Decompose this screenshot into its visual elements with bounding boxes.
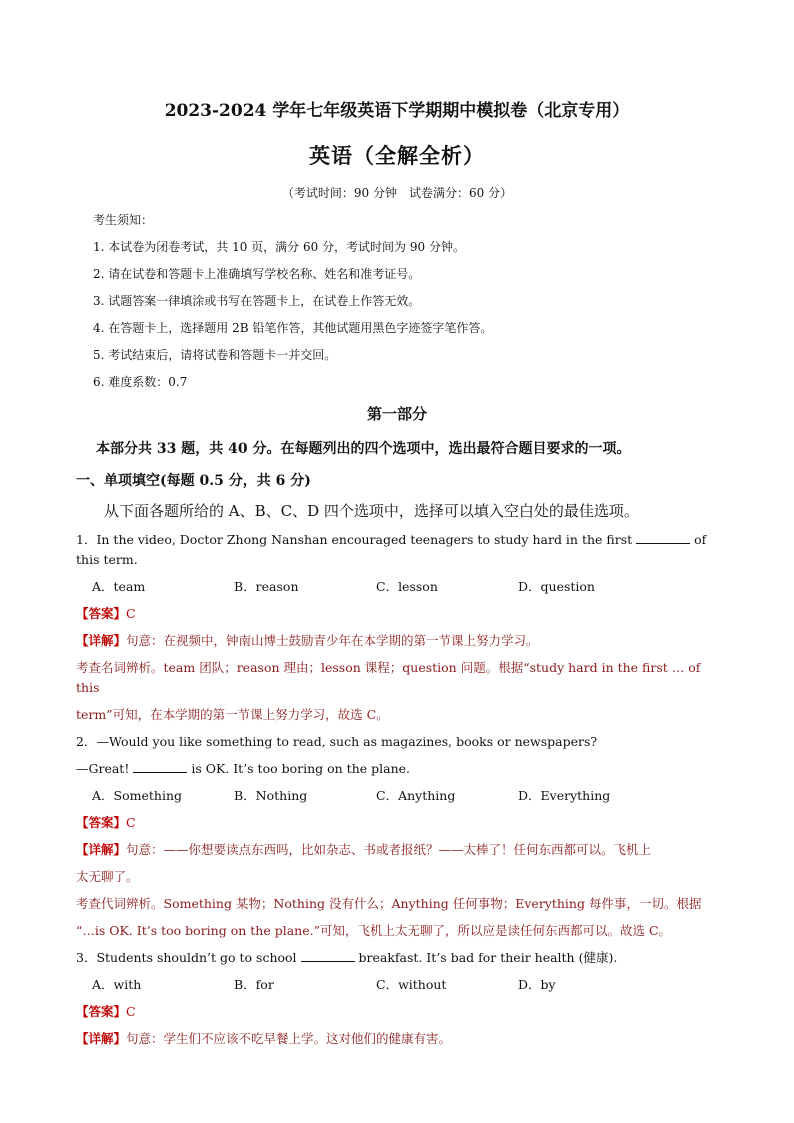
option-b: B．reason <box>234 579 299 594</box>
notice-item: 2. 请在试卷和答题卡上准确填写学校名称、姓名和准考证号。 <box>93 267 421 281</box>
option-b: B．Nothing <box>234 788 308 803</box>
analysis-text: “…is OK. It’s too boring on the plane.”可知，飞机上太无聊了，所以应是读任何东西都可以。故选 C。 <box>76 923 672 938</box>
answer-blank <box>133 760 187 773</box>
answer-blank <box>636 531 690 544</box>
detail-label: 【详解】 <box>76 842 127 857</box>
question-list <box>76 530 721 1049</box>
detail-label: 【详解】 <box>76 1031 127 1046</box>
notice-item: 6. 难度系数：0.7 <box>93 375 188 389</box>
analysis-text: term”可知，在本学期的第一节课上努力学习，故选 C。 <box>76 707 389 722</box>
option-a: A．Something <box>92 788 182 803</box>
detail-text: 句意：在视频中，钟南山博士鼓励青少年在本学期的第一节课上努力学习。 <box>126 633 539 648</box>
analysis-text: 考查代词辨析。Something 某物；Nothing 没有什么；Anything 任何事物；Everything 每件事，一切。根据 <box>76 896 702 911</box>
answer-label: 【答案】 <box>76 606 127 621</box>
option-c: C．without <box>376 977 447 992</box>
document-subtitle: 英语（全解全析） <box>309 143 485 168</box>
question-options <box>76 577 721 597</box>
option-c: C．lesson <box>376 579 438 594</box>
answer-label: 【答案】 <box>76 1004 127 1019</box>
question-stem: 1．In the video, Doctor Zhong Nanshan encouraged teenagers to study hard in the first of this term. <box>76 532 707 567</box>
section-intro: 本部分共 33 题，共 40 分。在每题列出的四个选项中，选出最符合题目要求的一项。 <box>96 441 631 457</box>
question-stem: 3．Students shouldn’t go to school breakfast. It’s bad for their health (健康). <box>76 950 618 965</box>
exam-info: （考试时间：90 分钟 试卷满分：60 分） <box>281 186 513 200</box>
question-options <box>76 975 721 995</box>
exam-notice <box>93 210 713 399</box>
option-b: B．for <box>234 977 274 992</box>
detail-text: 句意：——你想要读点东西吗，比如杂志、书或者报纸？——太棒了！任何东西都可以。飞机上 <box>126 842 652 857</box>
question-stem-line2: —Great! is OK. It’s too boring on the plane. <box>76 761 410 776</box>
answer-blank <box>301 949 355 962</box>
answer-label: 【答案】 <box>76 815 127 830</box>
question-options <box>76 786 721 806</box>
detail-label: 【详解】 <box>76 633 127 648</box>
detail-line <box>76 631 721 651</box>
detail-line <box>76 840 721 860</box>
analysis-text: 考查名词辨析。team 团队；reason 理由；lesson 课程；question 问题。根据“study hard in the first … of this <box>76 660 701 695</box>
answer-value: C <box>126 1004 136 1019</box>
answer-line <box>76 1002 721 1022</box>
option-c: C．Anything <box>376 788 456 803</box>
detail-text-cont: 太无聊了。 <box>76 869 139 884</box>
detail-line <box>76 1029 721 1049</box>
notice-heading: 考生须知： <box>93 213 154 227</box>
notice-item: 4. 在答题卡上，选择题用 2B 铅笔作答，其他试题用黑色字迹签字笔作答。 <box>93 321 493 335</box>
option-d: D．Everything <box>518 788 611 803</box>
notice-item: 1. 本试卷为闭卷考试，共 10 页，满分 60 分，考试时间为 90 分钟。 <box>93 240 465 254</box>
option-a: A．team <box>92 579 146 594</box>
question-stem: 2．—Would you like something to read, such as magazines, books or newspapers? <box>76 734 598 749</box>
section-title: 第一部分 <box>366 405 427 423</box>
notice-item: 5. 考试结束后，请将试卷和答题卡一并交回。 <box>93 348 337 362</box>
option-a: A．with <box>92 977 142 992</box>
answer-line <box>76 813 721 833</box>
answer-value: C <box>126 606 136 621</box>
document-title: 2023-2024 学年七年级英语下学期期中模拟卷（北京专用） <box>164 101 630 121</box>
answer-value: C <box>126 815 136 830</box>
option-d: D．by <box>518 977 556 992</box>
detail-text: 句意：学生们不应该不吃早餐上学。这对他们的健康有害。 <box>126 1031 452 1046</box>
answer-line <box>76 604 721 624</box>
option-d: D．question <box>518 579 595 594</box>
notice-item: 3. 试题答案一律填涂或书写在答题卡上，在试卷上作答无效。 <box>93 294 421 308</box>
part-heading: 一、单项填空(每题 0.5 分，共 6 分) <box>76 473 311 489</box>
part-instruction: 从下面各题所给的 A、B、C、D 四个选项中，选择可以填入空白处的最佳选项。 <box>104 502 639 520</box>
